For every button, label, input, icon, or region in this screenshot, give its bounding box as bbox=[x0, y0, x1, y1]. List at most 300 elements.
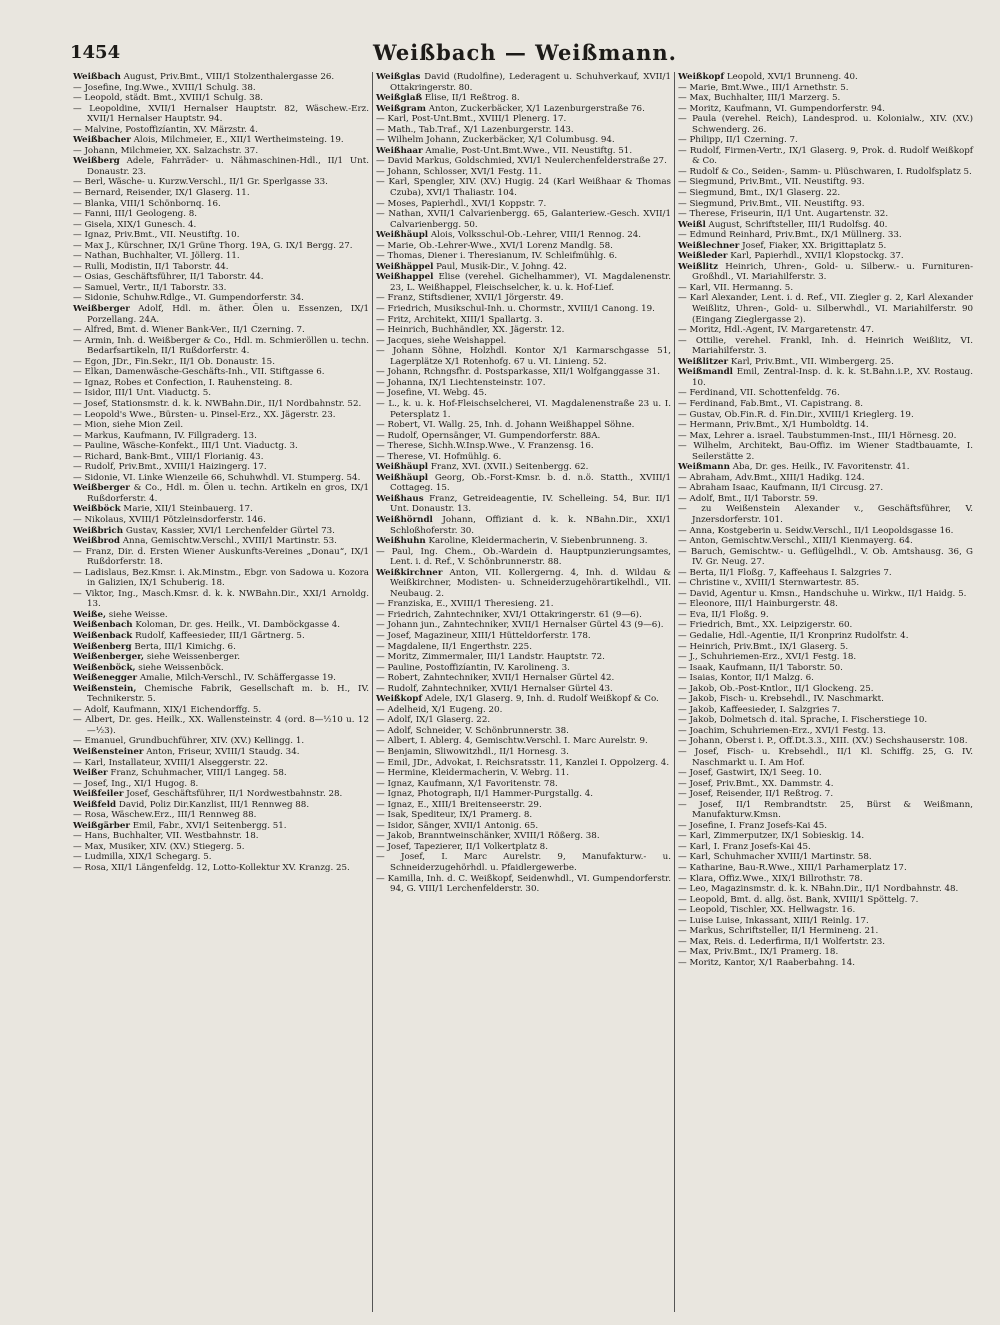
entry-details: siehe Weissenberger. bbox=[146, 652, 241, 663]
entry-details: — Josefine, Ing.Wwe., XVIII/1 Schulg. 38. bbox=[73, 82, 256, 93]
entry-details: — Karl, Zimmerputzer, IX/1 Sobieskig. 14. bbox=[678, 831, 865, 842]
entry-details: Berta, III/1 Kimichg. 6. bbox=[134, 641, 236, 652]
entry-details: — Gedalie, Hdl.-Agentie, II/1 Kronprinz Rudolfstr. 4. bbox=[678, 630, 909, 641]
entry-details: — Therese, VI. Hofmühlg. 6. bbox=[376, 451, 502, 462]
directory-entry bbox=[678, 262, 973, 283]
entry-details: — Johann, Schlosser, XVI/1 Festg. 11. bbox=[376, 166, 542, 177]
entry-details: Adele, IX/1 Glaserg. 9, Inh. d. Rudolf Weißkopf & Co. bbox=[424, 694, 659, 705]
entry-details: Anna, Gemischtw.Verschl., XVIII/1 Martinstr. 53. bbox=[122, 536, 337, 547]
directory-entry bbox=[376, 93, 671, 104]
directory-entry bbox=[678, 220, 973, 231]
entry-details: — Moritz, Kaufmann, VI. Gumpendorferstr. 94. bbox=[678, 103, 885, 114]
directory-entry bbox=[73, 241, 369, 252]
entry-details: Adolf, Hdl. m. äther. Ölen u. Essenzen, IX/1 Porzellang. 24A. bbox=[87, 304, 369, 325]
directory-entry bbox=[376, 599, 671, 610]
directory-entry bbox=[678, 494, 973, 505]
running-head: Weißbach — Weißmann. bbox=[373, 40, 677, 65]
directory-entry bbox=[73, 515, 369, 526]
entry-details: Leopold, XVI/1 Brunneng. 40. bbox=[726, 72, 858, 82]
entry-surname: Weißenstein, bbox=[73, 683, 137, 694]
directory-entry bbox=[73, 758, 369, 769]
directory-entry bbox=[73, 715, 369, 736]
entry-details: — Heinrich, Buchhändler, XX. Jägerstr. 12. bbox=[376, 325, 565, 336]
entry-details: — Christine v., XVIII/1 Sternwartestr. 85. bbox=[678, 578, 860, 589]
entry-details: — Viktor, Ing., Masch.Kmsr. d. k. k. NWBahn.Dir., XXI/1 Arnoldg. 13. bbox=[73, 588, 369, 610]
entry-surname: Weißkopf bbox=[376, 694, 423, 705]
directory-entry bbox=[678, 536, 973, 547]
directory-entry bbox=[376, 72, 671, 93]
entry-details: — Marie, Ob.-Lehrer-Wwe., XVI/1 Lorenz Mandlg. 58. bbox=[376, 240, 613, 251]
entry-details: — Josef, Ing., XI/1 Hugog. 8. bbox=[73, 778, 199, 789]
entry-details: — Franz, Stiftsdiener, XVII/1 Jörgerstr. 49. bbox=[376, 293, 564, 304]
entry-details: — Emil, JDr., Advokat, I. Reichsratsstr. 11, Kanzlei I. Oppolzerg. 4. bbox=[376, 757, 670, 768]
directory-entry bbox=[376, 821, 671, 832]
directory-entry bbox=[73, 378, 369, 389]
entry-details: — Max, Buchhalter, III/1 Marzerg. 5. bbox=[678, 93, 841, 104]
directory-entry bbox=[678, 473, 973, 484]
entry-details: Franz, Schuhmacher, VIII/1 Langeg. 58. bbox=[110, 768, 287, 779]
entry-details: — Wilhelm Johann, Zuckerbäcker, X/1 Columbusg. 94. bbox=[376, 135, 615, 146]
directory-entry bbox=[376, 620, 671, 631]
entry-details: Karl, Papierhdl., XVII/1 Klopstockg. 37. bbox=[730, 251, 904, 262]
directory-entry bbox=[73, 473, 369, 484]
directory-entry bbox=[73, 135, 369, 146]
entry-surname: Weißlechner bbox=[678, 240, 740, 251]
directory-entry bbox=[678, 599, 973, 610]
entry-details: — Emanuel, Grundbuchführer, XIV. (XV.) Kellingg. 1. bbox=[73, 736, 305, 747]
entry-details: — Luise Luise, Inkassant, XIII/1 Reinlg. 17. bbox=[678, 915, 869, 926]
entry-details: — Marie, Bmt.Wwe., III/1 Arnethstr. 5. bbox=[678, 82, 849, 93]
entry-details: — Josef, Priv.Bmt., XX. Dammstr. 4. bbox=[678, 778, 834, 789]
entry-details: — Ferdinand, VII. Schottenfeldg. 76. bbox=[678, 388, 840, 399]
directory-entry bbox=[678, 293, 973, 325]
entry-details: — Markus, Kaufmann, IV. Fillgraderg. 13. bbox=[73, 430, 257, 441]
entry-details: — Josef, Tapezierer, II/1 Volkertplatz 8. bbox=[376, 841, 548, 852]
entry-surname: Weißkirchner bbox=[376, 567, 443, 578]
directory-entry bbox=[73, 863, 369, 874]
entry-details: — David, Agentur u. Kmsn., Handschuhe u. Wirkw., II/1 Haidg. 5. bbox=[678, 588, 967, 599]
entry-details: — Josef, Fisch- u. Krebsehdl., II/1 Kl. Schiffg. 25, G. IV. Naschmarkt u. I. Am Hof. bbox=[678, 747, 973, 768]
directory-entry bbox=[73, 842, 369, 853]
entry-surname: Weißlitzer bbox=[678, 356, 729, 367]
directory-entry bbox=[678, 399, 973, 410]
directory-entry bbox=[678, 926, 973, 937]
directory-entry bbox=[678, 715, 973, 726]
directory-entry bbox=[678, 652, 973, 663]
entry-details: — Malvine, Postoffizíantin, XV. Märzstr. 4. bbox=[73, 124, 258, 135]
directory-entry bbox=[73, 462, 369, 473]
entry-details: — Elkan, Damenwäsche-Geschäfts-Inh., VII. Stiftgasse 6. bbox=[73, 367, 325, 378]
entry-details: — Ludmilla, XIX/1 Schegarg. 5. bbox=[73, 852, 212, 863]
directory-entry bbox=[376, 715, 671, 726]
directory-entry bbox=[376, 568, 671, 600]
entry-details: — Ignaz, Robes et Confection, I. Rauhensteing. 8. bbox=[73, 377, 293, 388]
entry-details: — Hermann, Priv.Bmt., X/1 Humboldtg. 14. bbox=[678, 420, 869, 431]
directory-entry bbox=[678, 336, 973, 357]
directory-entry bbox=[678, 831, 973, 842]
directory-entry bbox=[73, 810, 369, 821]
directory-entry bbox=[678, 905, 973, 916]
directory-entry bbox=[73, 251, 369, 262]
entry-surname: Weißglas bbox=[376, 72, 421, 82]
directory-entry bbox=[678, 800, 973, 821]
entry-details: — Karl Alexander, Lent. i. d. Ref., VII. Ziegler g. 2, Karl Alexander Weißlitz, Uhren-, Gold- u. Silberwhdl., VI. Mariahilferstr. 90 (Eingang Zieglergasse 2). bbox=[678, 293, 973, 325]
entry-details: Franz, XVI. (XVII.) Seitenbergg. 62. bbox=[430, 462, 589, 473]
directory-entry bbox=[73, 367, 369, 378]
entry-details: — Jakob, Branntweinschänker, XVIII/1 Rößerg. 38. bbox=[376, 831, 600, 842]
entry-surname: Weißhaar bbox=[376, 145, 423, 156]
directory-entry bbox=[376, 736, 671, 747]
directory-entry bbox=[73, 821, 369, 832]
directory-entry bbox=[678, 410, 973, 421]
directory-entry bbox=[73, 483, 369, 504]
entry-details: — David Markus, Goldschmied, XVI/1 Neulerchenfelderstraße 27. bbox=[376, 156, 667, 167]
directory-entry bbox=[376, 642, 671, 653]
entry-details: Koloman, Dr. ges. Heilk., VI. Damböckgasse 4. bbox=[135, 620, 341, 631]
entry-details: — Karl, Spengler, XIV. (XV.) Hugig. 24 (Karl Weißhaar & Thomas Czuba), XVI/1 Thaliastr. 104. bbox=[376, 177, 671, 199]
entry-details: — Josef, Gastwirt, IX/1 Seeg. 10. bbox=[678, 768, 822, 779]
entry-details: — Fritz, Architekt, XIII/1 Spallartg. 3. bbox=[376, 314, 543, 325]
entry-details: — Leopold, Tischler, XX. Hellwagstr. 16. bbox=[678, 905, 856, 916]
directory-entry bbox=[73, 631, 369, 642]
directory-entry bbox=[376, 652, 671, 663]
directory-entry bbox=[678, 114, 973, 135]
entry-details: — Egon, JDr., Fin.Sekr., II/1 Ob. Donaustr. 15. bbox=[73, 356, 275, 367]
entry-surname: Weißenbach bbox=[73, 620, 133, 631]
directory-entry bbox=[678, 526, 973, 537]
entry-surname: Weißer bbox=[73, 768, 108, 779]
entry-details: — Rosa, Wäschew.Erz., III/1 Rennweg 88. bbox=[73, 810, 257, 821]
directory-entry bbox=[73, 336, 369, 357]
entry-details: Karoline, Kleidermacherin, V. Siebenbrunneng. 3. bbox=[428, 536, 648, 547]
directory-entry bbox=[376, 768, 671, 779]
entry-surname: Weißhäppel bbox=[376, 261, 434, 272]
directory-entry bbox=[678, 631, 973, 642]
directory-entry bbox=[73, 768, 369, 779]
entry-details: — Markus, Schriftsteller, II/1 Hermineng. 21. bbox=[678, 926, 879, 937]
entry-details: — Nathan, XVII/1 Calvarienbergg. 65, Galanteriew.-Gesch. XVII/1 Calvarienbergg. 50. bbox=[376, 209, 671, 230]
entry-surname: Weißhäupl bbox=[376, 462, 429, 473]
directory-entry bbox=[73, 736, 369, 747]
entry-details: — Nathan, Buchhalter, VI. Jöllerg. 11. bbox=[73, 251, 240, 262]
entry-surname: Weißbrich bbox=[73, 525, 124, 536]
entry-details: & Co., Hdl. m. Ölen u. techn. Artikeln en gros, IX/1 Rußdorferstr. 4. bbox=[87, 483, 370, 504]
entry-details: Gustav, Kassier, XVI/1 Lerchenfelder Gürtel 73. bbox=[125, 525, 335, 536]
directory-entry bbox=[678, 504, 973, 525]
directory-entry bbox=[376, 293, 671, 304]
directory-entry bbox=[376, 230, 671, 241]
directory-entry bbox=[376, 272, 671, 293]
entry-details: — Rudolf, Opernsänger, VI. Gumpendorferstr. 88A. bbox=[376, 430, 601, 441]
column-2 bbox=[372, 72, 674, 1312]
entry-details: — Isak, Spediteur, IX/1 Pramerg. 8. bbox=[376, 810, 533, 821]
entry-details: — Leopoldine, XVII/1 Hernalser Hauptstr. 82, Wäschew.-Erz. XVII/1 Hernalser Hauptstr. 94. bbox=[73, 103, 369, 125]
directory-entry bbox=[678, 958, 973, 969]
entry-details: — Josef, I. Marc Aurelstr. 9, Manufakturw.- u. Schneiderzugehörhdl. u. Pfaidlergewerbe. bbox=[376, 852, 671, 874]
entry-details: — Gisela, XIX/1 Gunesch. 4. bbox=[73, 219, 197, 230]
entry-details: — Sidonie, VI. Linke Wienzeile 66, Schuhwhdl. VI. Stumperg. 54. bbox=[73, 472, 361, 483]
directory-entry bbox=[678, 167, 973, 178]
directory-entry bbox=[678, 188, 973, 199]
entry-details: — Alfred, Bmt. d. Wiener Bank-Ver., II/1 Czerning. 7. bbox=[73, 325, 305, 336]
entry-details: — Friedrich, Zahntechniker, XVI/1 Ottakringerstr. 61 (9—6). bbox=[376, 609, 642, 620]
entry-details: — Leopold, städt. Bmt., XVIII/1 Schulg. 38. bbox=[73, 93, 264, 104]
entry-details: Heinrich, Uhren-, Gold- u. Silberw.- u. Furnituren-Großhdl., VI. Mariahilferstr. 3. bbox=[692, 261, 974, 283]
directory-entry bbox=[73, 72, 369, 83]
entry-details: — Isidor, III/1 Unt. Viaductg. 5. bbox=[73, 388, 212, 399]
entry-details: — Jakob, Ob.-Post-Kntlor., II/1 Glockeng. 25. bbox=[678, 683, 874, 694]
entry-details: — Josef, II/1 Rembrandtstr. 25, Bürst & Weißmann, Manufakturw.Kmsn. bbox=[678, 799, 973, 821]
directory-entry bbox=[73, 304, 369, 325]
entry-details: — Adolf, Bmt., II/1 Taborstr. 59. bbox=[678, 493, 818, 504]
directory-entry bbox=[73, 652, 369, 663]
entry-details: Anton, VII. Kollergerng. 4, Inh. d. Wildau & Weißkirchner, Modisten- u. Schneiderzugehörartikelhdl., VII. Neubaug. 2. bbox=[390, 567, 671, 599]
entry-details: — Karl, Schuhmacher XVIII/1 Martinstr. 58. bbox=[678, 852, 872, 863]
entry-details: — Baruch, Gemischtw.- u. Geflügelhdl., V. Ob. Amtshausg. 36, G IV. Gr. Neug. 27. bbox=[678, 546, 973, 568]
directory-entry bbox=[376, 114, 671, 125]
directory-entry bbox=[678, 947, 973, 958]
entry-details: — Isidor, Sänger, XVII/1 Antonig. 65. bbox=[376, 820, 539, 831]
entry-details: — Abraham Isaac, Kaufmann, II/1 Circusg. 27. bbox=[678, 483, 884, 494]
directory-entry bbox=[678, 620, 973, 631]
entry-details: — Ferdinand, Fab.Bmt., VI. Capistrang. 8. bbox=[678, 398, 864, 409]
directory-entry bbox=[376, 494, 671, 515]
directory-entry bbox=[73, 399, 369, 410]
entry-details: Rudolf, Kaffeesieder, III/1 Gärtnerg. 5. bbox=[135, 630, 305, 641]
entry-details: Johann, Offiziant d. k. k. NBahn.Dir., XXI/1 Schloßhoferstr. 30. bbox=[390, 514, 671, 536]
entry-details: — Abraham, Adv.Bmt., XIII/1 Hadikg. 124. bbox=[678, 472, 865, 483]
directory-entry bbox=[678, 230, 973, 241]
entry-details: — zu Weißenstein Alexander v., Geschäftsführer, V. Jnzersdorferstr. 101. bbox=[678, 504, 973, 525]
entry-details: siehe Weisse. bbox=[108, 609, 168, 620]
entry-surname: Weißhörndl bbox=[376, 514, 433, 525]
entry-surname: Weißhappel bbox=[376, 272, 434, 283]
entry-details: — Anna, Kostgeberin u. Seidw.Verschl., II/1 Leopoldsgasse 16. bbox=[678, 525, 954, 536]
directory-entry bbox=[376, 684, 671, 695]
directory-entry bbox=[678, 874, 973, 885]
entry-details: — Klara, Offiz.Wwe., XIX/1 Billrothstr. 78. bbox=[678, 873, 863, 884]
directory-entry bbox=[678, 736, 973, 747]
entry-details: — Karl, Installateur, XVIII/1 Alseggerstr. 22. bbox=[73, 757, 268, 768]
directory-entry bbox=[678, 93, 973, 104]
entry-surname: Weißfeld bbox=[73, 799, 117, 810]
entry-surname: Weißenberger, bbox=[73, 652, 145, 663]
entry-details: — Franziska, E., XVIII/1 Theresieng. 21. bbox=[376, 599, 554, 610]
directory-entry bbox=[678, 420, 973, 431]
entry-details: — Paula (verehel. Reich), Landesprod. u. Kolonialw., XIV. (XV.) Schwenderg. 26. bbox=[678, 114, 973, 135]
directory-entry bbox=[678, 209, 973, 220]
entry-details: — Karl, Post-Unt.Bmt., XVIII/1 Plenerg. 17. bbox=[376, 114, 567, 125]
entry-details: — Siegmund, Priv.Bmt., VII. Neustiftg. 93. bbox=[678, 177, 865, 188]
directory-entry bbox=[376, 177, 671, 198]
entry-details: Aba, Dr. ges. Heilk., IV. Favoritenstr. 41. bbox=[732, 462, 910, 473]
directory-entry bbox=[73, 831, 369, 842]
entry-surname: Weißglaß bbox=[376, 93, 423, 104]
entry-details: — Nikolaus, XVIII/1 Pötzleinsdorferstr. 146. bbox=[73, 514, 266, 525]
entry-details: — Johann Söhne, Holzhdl. Kontor X/1 Karmarschgasse 51, Lagerplätze X/1 Rotenhofg. 67 u. VI. Linieng. 52. bbox=[376, 346, 671, 367]
directory-entry bbox=[376, 831, 671, 842]
directory-entry bbox=[376, 800, 671, 811]
directory-entry bbox=[73, 452, 369, 463]
directory-entry bbox=[73, 146, 369, 157]
directory-entry bbox=[678, 726, 973, 737]
entry-surname: Weißhäupl bbox=[376, 230, 429, 241]
column-1 bbox=[70, 72, 372, 1312]
directory-entry bbox=[678, 673, 973, 684]
entry-details: — Rudolf, Priv.Bmt., XVIII/1 Haizingerg. 17. bbox=[73, 462, 267, 473]
directory-entry bbox=[73, 83, 369, 94]
entry-details: — Rulli, Modistin, II/1 Taborstr. 44. bbox=[73, 261, 229, 272]
directory-entry bbox=[678, 177, 973, 188]
directory-entry bbox=[678, 884, 973, 895]
entry-details: — Leopold's Wwe., Bürsten- u. Pinsel-Erz., XX. Jägerstr. 23. bbox=[73, 409, 336, 420]
entry-details: — Rudolf & Co., Seiden-, Samm- u. Plüschwaren, I. Rudolfsplatz 5. bbox=[678, 166, 972, 177]
entry-details: — Friedrich, Musikschul-Inh. u. Chormstr., XVIII/1 Canong. 19. bbox=[376, 304, 655, 315]
directory-entry bbox=[678, 768, 973, 779]
directory-entry bbox=[376, 146, 671, 157]
directory-entry bbox=[73, 188, 369, 199]
entry-surname: Weißberg bbox=[73, 156, 120, 167]
entry-details: Marie, XII/1 Steinbauerg. 17. bbox=[123, 504, 253, 515]
entry-details: — Katharine, Bau-R.Wwe., XIII/1 Parhamerplatz 17. bbox=[678, 863, 907, 874]
directory-entry bbox=[376, 758, 671, 769]
directory-entry bbox=[678, 842, 973, 853]
directory-entry bbox=[376, 789, 671, 800]
entry-surname: Weißhaus bbox=[376, 493, 424, 504]
directory-entry bbox=[73, 673, 369, 684]
entry-details: Elise, II/1 Reßtrog. 8. bbox=[424, 93, 520, 104]
entry-details: — J., Schuhriemen-Erz., XVI/1 Festg. 18. bbox=[678, 652, 857, 663]
entry-details: — Jakob, Kaffeesieder, I. Salzgries 7. bbox=[678, 704, 841, 715]
entry-details: — Ladislaus, Bez.Kmsr. i. Ak.Minstm., Ebgr. von Sadowa u. Kozora in Galizien, IX/1 Schuberig. 18. bbox=[73, 567, 369, 589]
directory-entry bbox=[73, 220, 369, 231]
entry-details: Emil, Fabr., XVI/1 Seitenbergg. 51. bbox=[132, 820, 287, 831]
entry-details: — Robert, Zahntechniker, XVII/1 Hernalser Gürtel 42. bbox=[376, 673, 615, 684]
entry-details: — Adelheid, X/1 Eugeng. 20. bbox=[376, 704, 503, 715]
page-header bbox=[70, 42, 980, 68]
directory-entry bbox=[678, 684, 973, 695]
directory-entry bbox=[678, 441, 973, 462]
entry-details: Paul, Musik-Dir., V. Johng. 42. bbox=[436, 261, 567, 272]
entry-details: — Jakob, Dolmetsch d. ital. Sprache, I. Fischerstiege 10. bbox=[678, 715, 928, 726]
directory-entry bbox=[376, 104, 671, 115]
entry-details: — Isaak, Kaufmann, II/1 Taborstr. 50. bbox=[678, 662, 843, 673]
entry-details: — Edmund Reinhard, Priv.Bmt., IX/1 Müllnerg. 33. bbox=[678, 230, 902, 241]
entry-details: — Max, Musiker, XIV. (XV.) Stiegerg. 5. bbox=[73, 841, 245, 852]
directory-entry bbox=[678, 483, 973, 494]
entry-details: Josef, Fiaker, XX. Brigittaplatz 5. bbox=[742, 240, 887, 251]
directory-entry bbox=[678, 83, 973, 94]
entry-surname: Weißfeiler bbox=[73, 789, 124, 800]
entry-surname: Weißhäupl bbox=[376, 472, 429, 483]
entry-details: Amalie, Milch-Verschl., IV. Schäffergasse 19. bbox=[139, 673, 336, 684]
directory-entry bbox=[678, 251, 973, 262]
entry-details: — Ignaz, Photograph, II/1 Hammer-Purgstallg. 4. bbox=[376, 789, 594, 800]
directory-entry bbox=[376, 473, 671, 494]
entry-details: — Kamilla, Inh. d. C. Weißkopf, Seidenwhdl., VI. Gumpendorferstr. 94, G. VIII/1 Lerchenfelderstr. 30. bbox=[376, 873, 671, 895]
entry-surname: Weißgärber bbox=[73, 820, 130, 831]
entry-details: — Johann, Milchmeier, XX. Salzachstr. 37. bbox=[73, 145, 259, 156]
directory-entry bbox=[376, 399, 671, 420]
directory-entry bbox=[678, 821, 973, 832]
entry-details: — Adolf, Kaufmann, XIX/1 Eichendorffg. 5. bbox=[73, 704, 262, 715]
directory-entry bbox=[73, 568, 369, 589]
entry-details: Josef, Geschäftsführer, II/1 Nordwestbahnstr. 28. bbox=[126, 789, 343, 800]
directory-entry bbox=[376, 452, 671, 463]
directory-columns bbox=[70, 72, 982, 1312]
entry-details: — Johann, Rchngsfhr. d. Postsparkasse, XII/1 Wolfganggasse 31. bbox=[376, 367, 661, 378]
entry-details: — Berta, II/1 Floßg. 7, Kaffeehaus I. Salzgries 7. bbox=[678, 567, 892, 578]
directory-entry bbox=[73, 262, 369, 273]
directory-entry bbox=[678, 694, 973, 705]
directory-entry bbox=[678, 705, 973, 716]
entry-details: — Mion, siehe Mion Zeil. bbox=[73, 420, 184, 431]
entry-details: — Wilhelm, Architekt, Bau-Offiz. im Wiener Stadtbauamte, I. Seilerstätte 2. bbox=[678, 441, 973, 462]
directory-entry bbox=[73, 747, 369, 758]
entry-surname: Weißberger bbox=[73, 483, 130, 494]
directory-entry bbox=[376, 536, 671, 547]
directory-entry bbox=[73, 104, 369, 125]
directory-entry bbox=[73, 283, 369, 294]
directory-entry bbox=[376, 631, 671, 642]
entry-surname: Weißgram bbox=[376, 103, 426, 114]
entry-details: — Josefine, VI. Webg. 45. bbox=[376, 388, 487, 399]
entry-details: — Leopold, Bmt. d. allg. öst. Bank, XVIII/1 Spöttelg. 7. bbox=[678, 894, 919, 905]
directory-entry bbox=[73, 272, 369, 283]
directory-entry bbox=[678, 462, 973, 473]
entry-details: — Fanni, III/1 Geologeng. 8. bbox=[73, 209, 198, 220]
entry-surname: Weißl bbox=[678, 219, 706, 230]
directory-entry bbox=[73, 199, 369, 210]
directory-entry bbox=[678, 663, 973, 674]
directory-entry bbox=[376, 346, 671, 367]
directory-entry bbox=[376, 125, 671, 136]
entry-surname: Weißmann bbox=[678, 462, 730, 473]
entry-details: — Johann, Oberst i. P., Off.Dt.3.3., XIII. (XV.) Sechshauserstr. 108. bbox=[678, 736, 968, 747]
directory-entry bbox=[376, 251, 671, 262]
entry-details: Emil, Zentral-Insp. d. k. k. St.Bahn.i.P., XV. Rostaug. 10. bbox=[692, 367, 973, 388]
directory-entry bbox=[376, 663, 671, 674]
entry-details: — Hermine, Kleidermacherin, V. Webrg. 11. bbox=[376, 768, 569, 779]
entry-details: — Moritz, Hdl.-Agent, IV. Margaretenstr. 47. bbox=[678, 325, 874, 336]
directory-entry bbox=[73, 293, 369, 304]
directory-entry bbox=[376, 241, 671, 252]
directory-entry bbox=[376, 209, 671, 230]
directory-entry bbox=[73, 642, 369, 653]
directory-entry bbox=[376, 705, 671, 716]
entry-details: — Franz, Dir. d. Ersten Wiener Auskunfts-Vereines „Donau“, IX/1 Rußdorferstr. 18. bbox=[73, 546, 369, 568]
directory-entry bbox=[376, 610, 671, 621]
entry-details: — Berl, Wäsche- u. Kurzw.Verschl., II/1 Gr. Sperlgasse 33. bbox=[73, 177, 328, 188]
entry-details: — Bernard, Reisender, IX/1 Glaserg. 11. bbox=[73, 188, 250, 199]
directory-entry bbox=[678, 325, 973, 336]
entry-details: siehe Weissenböck. bbox=[138, 662, 224, 673]
entry-details: — Moritz, Kantor, X/1 Raaberbahng. 14. bbox=[678, 957, 855, 968]
directory-entry bbox=[376, 325, 671, 336]
directory-entry bbox=[73, 620, 369, 631]
directory-entry bbox=[376, 388, 671, 399]
directory-entry bbox=[678, 779, 973, 790]
directory-entry bbox=[376, 441, 671, 452]
entry-details: — Armin, Inh. d. Weißberger & Co., Hdl. m. Schmieröllen u. techn. Bedarfsartikeln, II/1 Rußdorferstr. 4. bbox=[73, 335, 369, 357]
directory-entry bbox=[73, 589, 369, 610]
directory-entry bbox=[678, 642, 973, 653]
directory-entry bbox=[73, 209, 369, 220]
directory-entry bbox=[678, 199, 973, 210]
directory-entry bbox=[73, 789, 369, 800]
entry-details: Anton, Zuckerbäcker, X/1 Lazenburgerstraße 76. bbox=[428, 103, 645, 114]
directory-entry bbox=[73, 779, 369, 790]
